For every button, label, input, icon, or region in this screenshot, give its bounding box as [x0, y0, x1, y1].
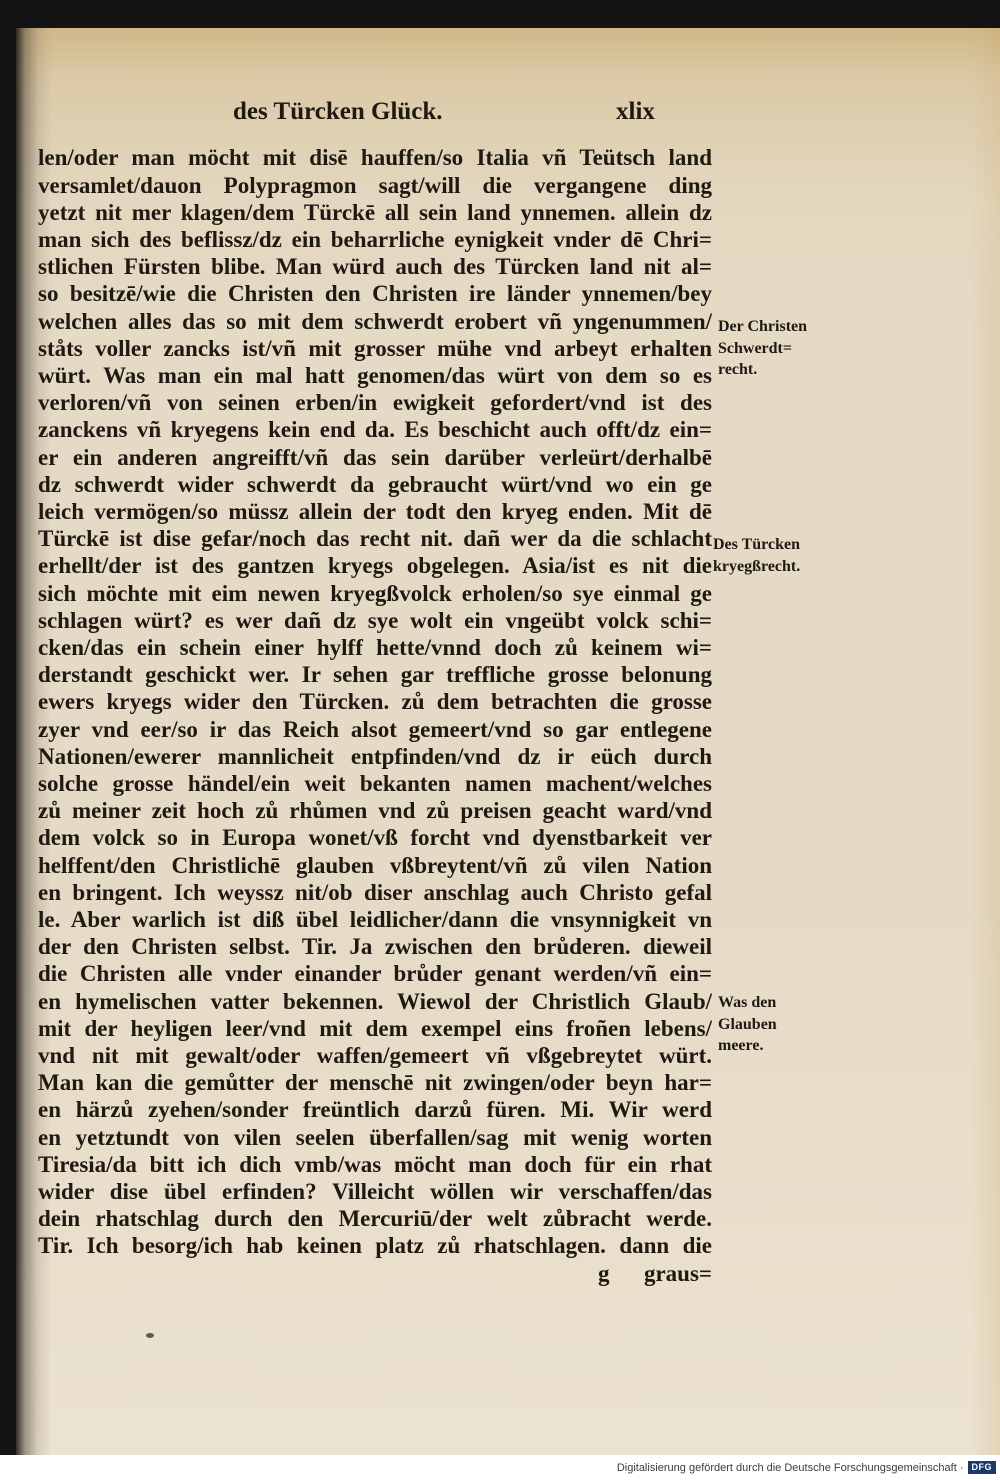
signature-mark: g — [598, 1261, 610, 1287]
text-line: schlagen würt? es wer dañ dz sye wolt ein vngeübt volck schi= — [38, 607, 712, 633]
marginal-note-line: Was den — [718, 994, 777, 1011]
text-line: dz schwerdt wider schwerdt da gebraucht würt/vnd wo ein ge — [38, 471, 712, 497]
text-line: helffent/den Christlichē glauben vßbreytent/vñ zů vilen Nation — [38, 852, 712, 878]
text-line: en hymelischen vatter bekennen. Wiewol der Christlich Glaub/ — [38, 988, 712, 1014]
text-line: vnd nit mit gewalt/oder waffen/gemeert vñ vßgebreytet würt. — [38, 1042, 712, 1068]
text-line: erhellt/der ist des gantzen kryegs obgelegen. Asia/ist es nit die — [38, 553, 712, 579]
marginal-note-line: kryegßrecht. — [713, 557, 801, 575]
text-line: Türckē ist dise gefar/noch das recht nit. dañ wer da die schlacht — [38, 526, 712, 552]
text-line: dein rhatschlag durch den Mercuriū/der welt zůbracht werde. — [38, 1206, 712, 1232]
text-line: le. Aber warlich ist diß übel leidlicher/dann die vnsynnigkeit vn — [38, 906, 712, 932]
text-line: wider dise übel erfinden? Villeicht wöllen wir verschaffen/das — [38, 1178, 712, 1204]
text-line: sich möchte mit eim newen kryegßvolck erholen/so sye einmal ge — [38, 580, 712, 606]
text-line: verloren/vñ von seinen erben/in ewigkeit gefordert/vnd ist des — [38, 390, 712, 416]
dfg-logo: DFG — [968, 1461, 997, 1474]
text-line: en bringent. Ich weyssz nit/ob diser anschlag auch Christo gefal — [38, 879, 712, 905]
text-line: leich vermögen/so müssz allein der todt den kryeg enden. Mit dē — [38, 498, 712, 524]
marginal-note — [713, 534, 823, 577]
funding-credit: Digitalisierung gefördert durch die Deutsche Forschungsgemeinschaft · — [616, 1461, 964, 1474]
text-line: Tiresia/da bitt ich dich vmb/was möcht man doch für ein rhat — [38, 1151, 712, 1177]
text-line: mit der heyligen leer/vnd mit dem exempel eins froñen lebens/ — [38, 1015, 712, 1041]
main-text-block — [38, 144, 712, 1259]
text-line: derstandt geschickt wer. Ir sehen gar treffliche grosse belonung — [38, 662, 712, 688]
text-line: ewers kryegs wider den Türcken. zů dem betrachten die grosse — [38, 689, 712, 715]
catchword: graus= — [643, 1261, 712, 1287]
text-line: Tir. Ich besorg/ich hab keinen platz zů rhatschlagen. dann die — [38, 1233, 712, 1259]
book-page — [16, 28, 1000, 1455]
text-line: stlichen Fürsten blibe. Man würd auch des Türcken land nit al= — [38, 254, 712, 280]
marginal-note-line: Der Christen — [718, 318, 808, 335]
running-head: des Türcken Glück. — [233, 98, 443, 125]
footer-bar — [0, 1455, 1000, 1480]
marginal-note-line: Glauben — [718, 1015, 777, 1033]
marginal-note-line: Des Türcken — [713, 536, 800, 553]
text-line: der den Christen selbst. Tir. Ja zwischen den brůderen. dieweil — [38, 934, 712, 960]
text-line: zů meiner zeit hoch zů rhůmen vnd zů preisen geacht ward/vnd — [38, 798, 712, 824]
text-line: ståts voller zancks ist/vñ mit grosser mühe vnd arbeyt erhalten — [38, 335, 712, 361]
text-line: versamlet/dauon Polypragmon sagt/will die vergangene ding — [38, 172, 712, 198]
text-line: zanckens vñ kryegens kein end da. Es beschicht auch offt/dz ein= — [38, 417, 712, 443]
text-line: Nationen/ewerer mannlicheit entpfinden/vnd dz ir eüch durch — [38, 743, 712, 769]
text-line: welchen alles das so mit dem schwerdt erobert vñ yngenummen/ — [38, 308, 712, 334]
text-line: Man kan die gemůtter der menschē nit zwingen/oder beyn har= — [38, 1070, 712, 1096]
marginal-note-line: recht. — [718, 361, 758, 378]
text-line: cken/das ein schein einer hylff hette/vnnd doch zů keinem wi= — [38, 634, 712, 660]
marginal-note — [718, 316, 828, 381]
text-line: en härzů zyehen/sonder freüntlich darzů füren. Mi. Wir werd — [38, 1097, 712, 1123]
ink-smudge — [146, 1333, 154, 1338]
text-line: so besitzē/wie die Christen den Christen ire länder ynnemen/bey — [38, 281, 712, 307]
text-line: len/oder man möcht mit disē hauffen/so Italia vñ Teütsch land — [38, 145, 712, 171]
text-line: solche grosse händel/ein weit bekanten namen machent/welches — [38, 770, 712, 796]
text-line: zyer vnd eer/so ir das Reich alsot gemeert/vnd so gar entlegene — [38, 716, 712, 742]
text-line: er ein anderen angreifft/vñ das sein darüber verleürt/derhalbē — [38, 444, 712, 470]
text-line: die Christen alle vnder einander brůder genant werden/vñ ein= — [38, 961, 712, 987]
text-line: würt. Was man ein mal hatt genomen/das würt von dem so es — [38, 362, 712, 388]
text-line: man sich des beflissz/dz ein beharrliche eynigkeit vnder dē Chri= — [38, 226, 712, 252]
text-line: yetzt nit mer klagen/dem Türckē all sein land ynnemen. allein dz — [38, 199, 712, 225]
marginal-note — [718, 992, 828, 1057]
folio-number: xlix — [616, 98, 655, 125]
text-line: dem volck so in Europa wonet/vß forcht vnd dyenstbarkeit ver — [38, 825, 712, 851]
text-line: en yetztundt von vilen seelen überfallen/sag mit wenig worten — [38, 1124, 712, 1150]
marginal-note-line: meere. — [718, 1037, 764, 1054]
marginal-note-line: Schwerdt= — [718, 339, 792, 357]
